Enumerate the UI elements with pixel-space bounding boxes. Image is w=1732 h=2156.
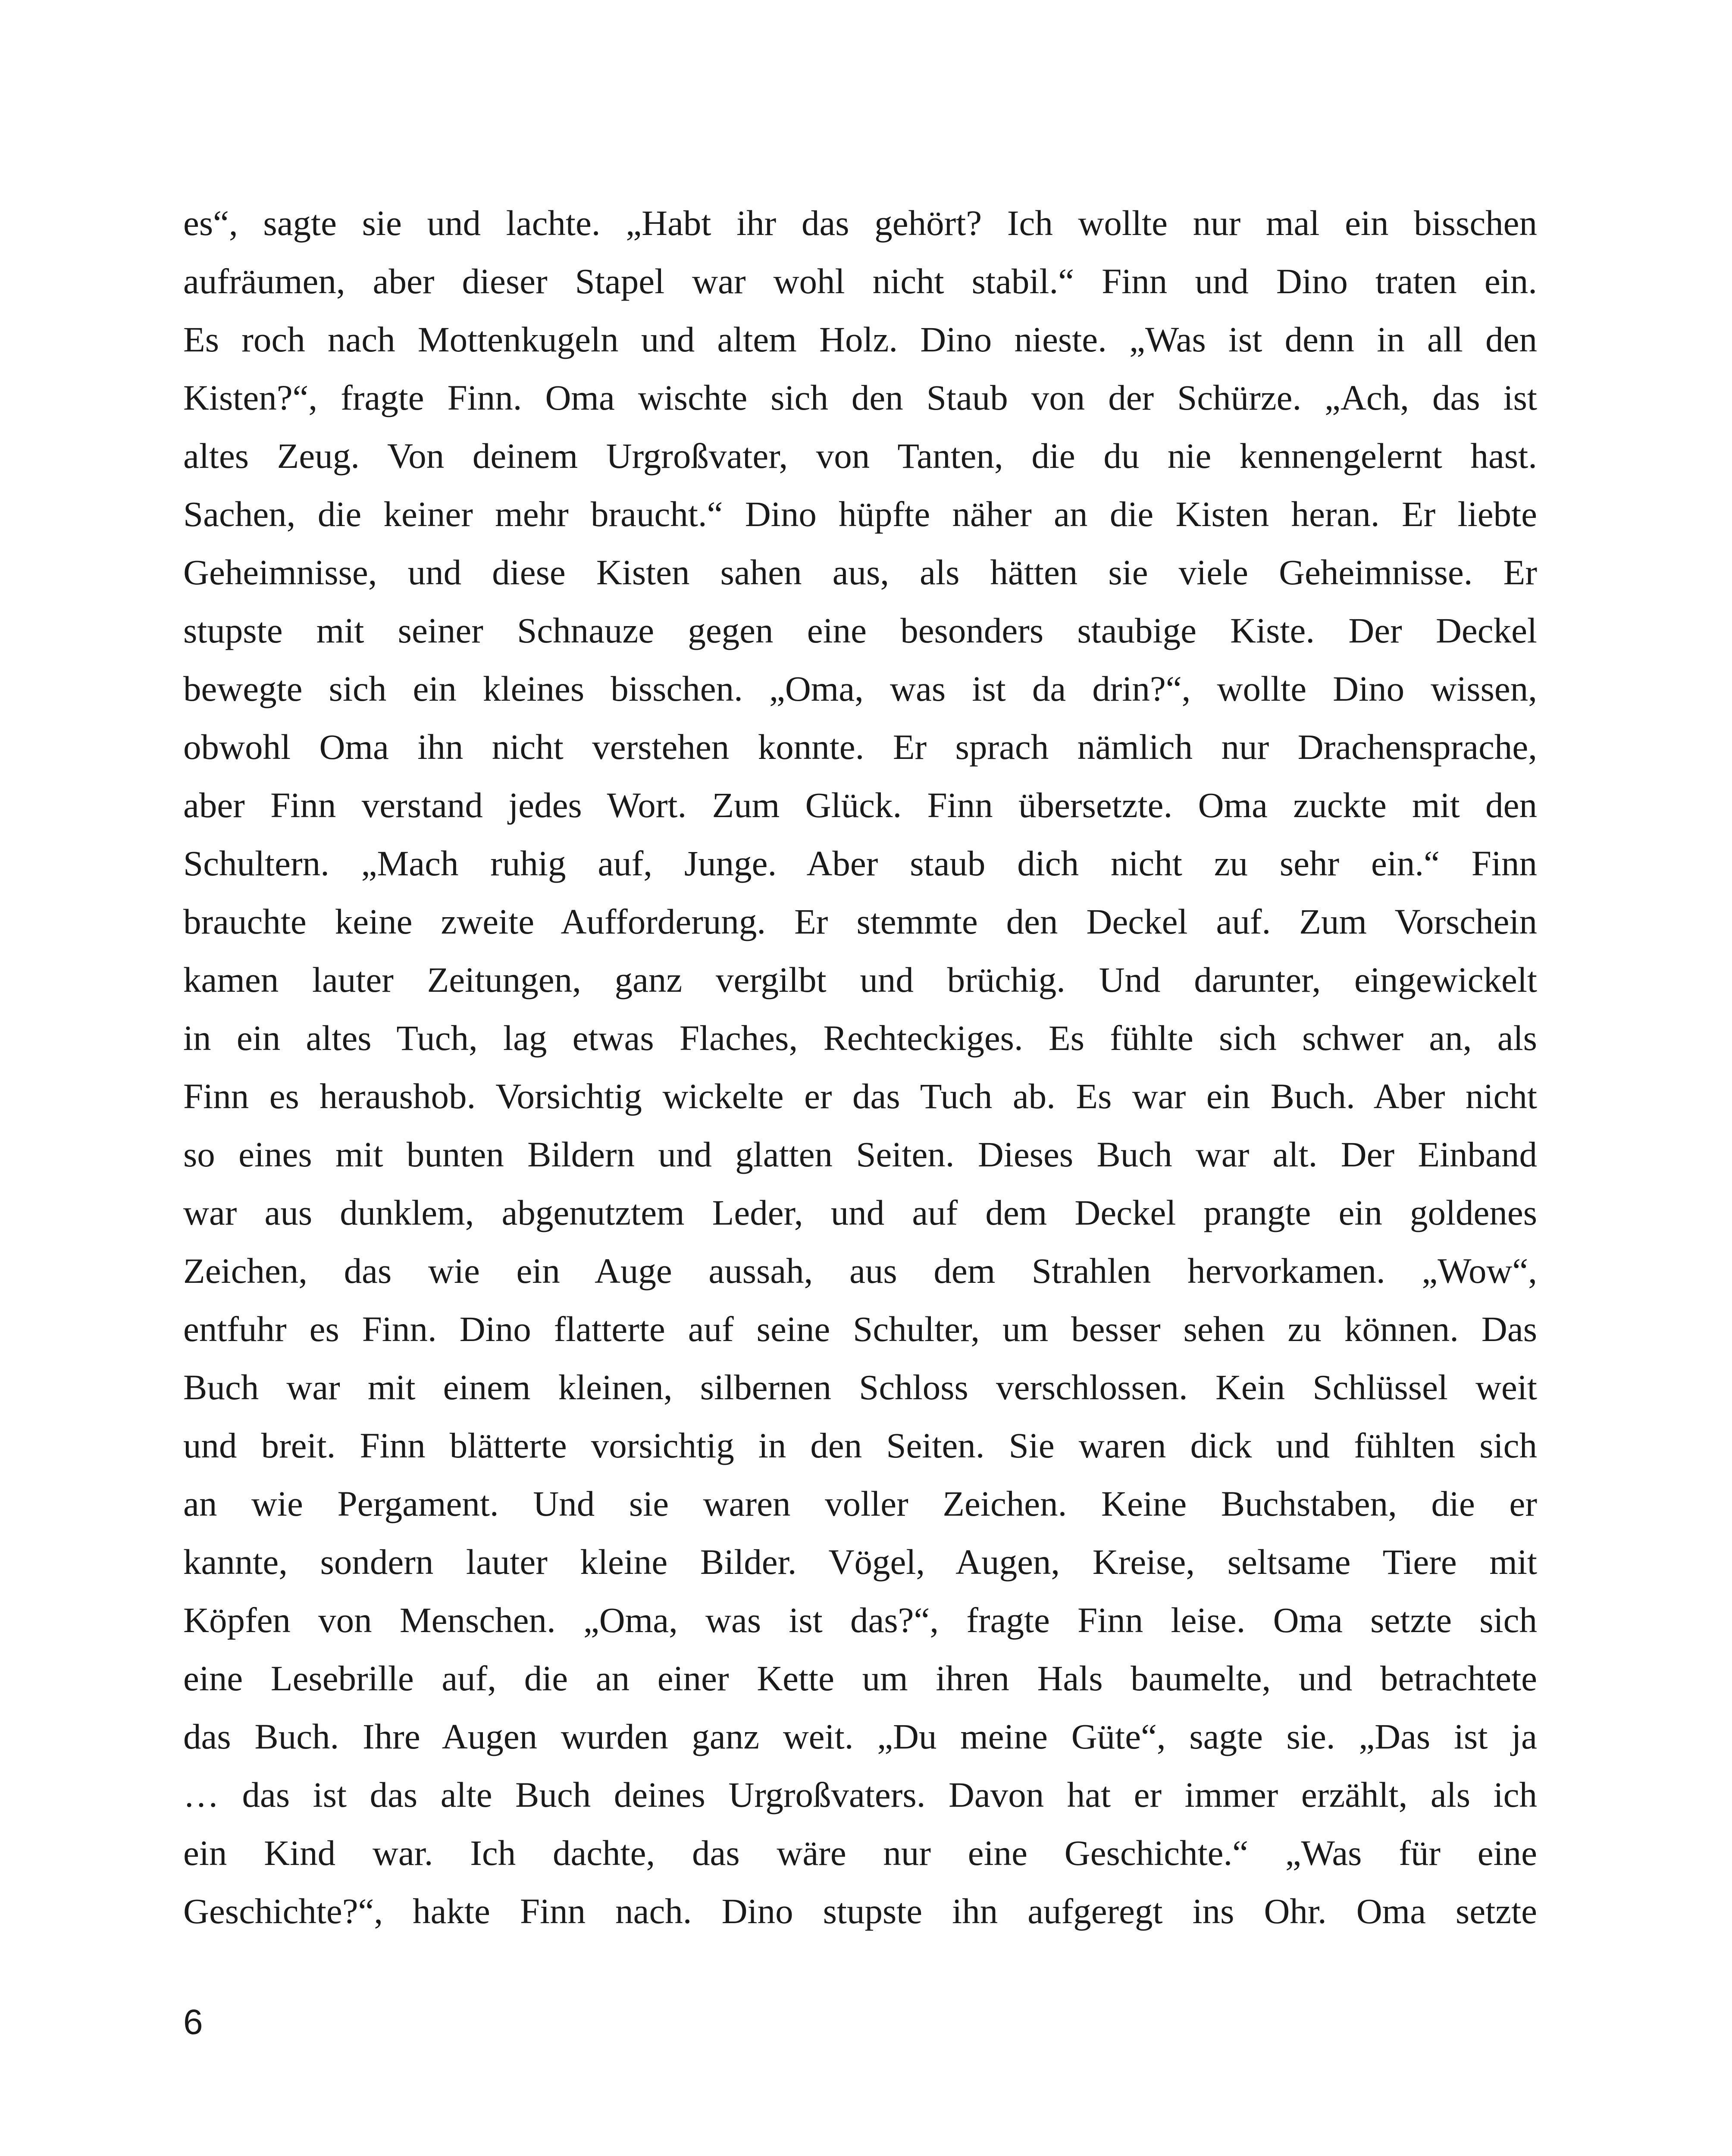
text-line: Köpfen von Menschen. „Oma, was ist das?“, fragte Finn leise. Oma setzte sich — [183, 1600, 1537, 1640]
text-line: eine Lesebrille auf, die an einer Kette um ihren Hals baumelte, und betrachtete — [183, 1658, 1537, 1698]
text-line: Geheimnisse, und diese Kisten sahen aus, als hätten sie viele Geheimnisse. Er — [183, 552, 1537, 592]
text-line: obwohl Oma ihn nicht verstehen konnte. Er sprach nämlich nur Drachensprache, — [183, 727, 1537, 767]
text-line: … das ist das alte Buch deines Urgroßvaters. Davon hat er immer erzählt, als ich — [183, 1775, 1537, 1814]
text-line: entfuhr es Finn. Dino flatterte auf seine Schulter, um besser sehen zu können. Das — [183, 1309, 1537, 1349]
text-line: Finn es heraushob. Vorsichtig wickelte er das Tuch ab. Es war ein Buch. Aber nicht — [183, 1076, 1537, 1116]
body-text — [183, 194, 1537, 1940]
text-line: kamen lauter Zeitungen, ganz vergilbt und brüchig. Und darunter, eingewickelt — [183, 960, 1537, 1000]
text-line: Es roch nach Mottenkugeln und altem Holz. Dino nieste. „Was ist denn in all den — [183, 320, 1537, 359]
text-line: Kisten?“, fragte Finn. Oma wischte sich den Staub von der Schürze. „Ach, das ist — [183, 378, 1537, 417]
text-line: altes Zeug. Von deinem Urgroßvater, von Tanten, die du nie kennengelernt hast. — [183, 436, 1537, 476]
text-line: in ein altes Tuch, lag etwas Flaches, Rechteckiges. Es fühlte sich schwer an, als — [183, 1018, 1537, 1058]
text-line: so eines mit bunten Bildern und glatten Seiten. Dieses Buch war alt. Der Einband — [183, 1134, 1537, 1174]
text-line: Sachen, die keiner mehr braucht.“ Dino hüpfte näher an die Kisten heran. Er liebte — [183, 494, 1537, 534]
text-line: das Buch. Ihre Augen wurden ganz weit. „Du meine Güte“, sagte sie. „Das ist ja — [183, 1717, 1537, 1756]
text-line: war aus dunklem, abgenutztem Leder, und auf dem Deckel prangte ein goldenes — [183, 1193, 1537, 1232]
text-line: es“, sagte sie und lachte. „Habt ihr das gehört? Ich wollte nur mal ein bisschen — [183, 203, 1537, 243]
text-line: Buch war mit einem kleinen, silbernen Schloss verschlossen. Kein Schlüssel weit — [183, 1367, 1537, 1407]
text-line: ein Kind war. Ich dachte, das wäre nur eine Geschichte.“ „Was für eine — [183, 1833, 1537, 1873]
text-line: bewegte sich ein kleines bisschen. „Oma, was ist da drin?“, wollte Dino wissen, — [183, 669, 1537, 708]
text-line: und breit. Finn blätterte vorsichtig in den Seiten. Sie waren dick und fühlten sich — [183, 1426, 1537, 1465]
text-line: Geschichte?“, hakte Finn nach. Dino stupste ihn aufgeregt ins Ohr. Oma setzte — [183, 1891, 1537, 1931]
text-line: Zeichen, das wie ein Auge aussah, aus dem Strahlen hervorkamen. „Wow“, — [183, 1251, 1537, 1291]
text-line: aber Finn verstand jedes Wort. Zum Glück. Finn übersetzte. Oma zuckte mit den — [183, 785, 1537, 825]
text-line: aufräumen, aber dieser Stapel war wohl nicht stabil.“ Finn und Dino traten ein. — [183, 261, 1537, 301]
page-number: 6 — [183, 2002, 203, 2042]
text-line: brauchte keine zweite Aufforderung. Er stemmte den Deckel auf. Zum Vorschein — [183, 902, 1537, 941]
text-line: an wie Pergament. Und sie waren voller Zeichen. Keine Buchstaben, die er — [183, 1484, 1537, 1523]
text-line: stupste mit seiner Schnauze gegen eine besonders staubige Kiste. Der Deckel — [183, 611, 1537, 650]
text-line: Schultern. „Mach ruhig auf, Junge. Aber staub dich nicht zu sehr ein.“ Finn — [183, 843, 1537, 883]
text-line: kannte, sondern lauter kleine Bilder. Vögel, Augen, Kreise, seltsame Tiere mit — [183, 1542, 1537, 1582]
